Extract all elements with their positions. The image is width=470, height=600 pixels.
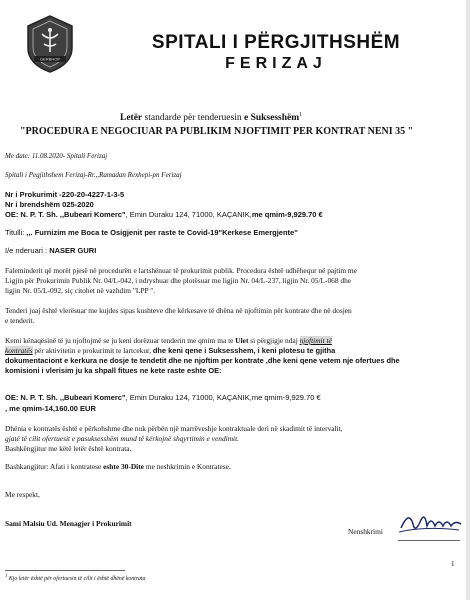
- hospital-title: SPITALI I PËRGJITHSHËM: [151, 32, 401, 53]
- page-edge: [466, 0, 470, 600]
- attachment-line: Bashkangjitur: Afati i kontratese eshte 30-Dite me neshkrimin e Kontratese.: [5, 462, 231, 471]
- oe-line: OE: N. P. T. Sh. ,,Bubeari Komerc", Emin Duraku 124, 71000, KAÇANIK,me qmim-9,929.70 €: [5, 210, 323, 219]
- paragraph-intro: Faleminderit që morët pjesë në procedurën e lartshënuar të prokurimit publik. Procedura është udhëhequr në pajtim me Ligjin për Prokurimin Publik Nr. 04/L-042, i ndryshuar dhe plotësuar me ligjin Nr. 04/L-237, ligjin Nr. 05/L-068 dhe ligjin Nr. 05/L-092, siç citohet në vazhdim "LPP ".: [5, 266, 357, 295]
- hospital-logo: [24, 14, 76, 74]
- oe-winner-line: OE: N. P. T. Sh. ,,Bubeari Komerc", Emin Duraku 124, 71000, KAÇANIK,me qmim-9,929.70 €: [5, 393, 321, 402]
- paragraph-notice: Dhënia e kontratës është e përkohshme dhe nuk përbën një marrëveshje kontraktuale deri në skadimit të intervalit, gjatë të cilit ofertuesit e pasuksesshëm mund të kërkojnë shqyrtimin e vendimit. Bashkëngjitur me këtë letër është kontrata.: [5, 424, 343, 453]
- hospital-city: FERIZAJ: [225, 55, 327, 72]
- procedure-title: "PROCEDURA E NEGOCIUAR PA PUBLIKIM NJOFTIMIT PER KONTRAT NENI 35 ": [20, 126, 414, 137]
- footnote: $^1$ Kjo letër është për ofertuesin të cilit i është dhënë kontrata: [5, 574, 146, 582]
- subject-line: Titulli: ,,. Furnizim me Boca te Osigjenit per raste te Covid-19"Kerkese Emergjente": [5, 228, 298, 237]
- oe-winner-value: , me qmim-14,160.00 EUR: [5, 404, 96, 413]
- signer-name: Sami Malsiu Ud. Menagjer i Prokurimit: [5, 519, 132, 528]
- signature-line: [398, 540, 460, 541]
- regards: Me respekt,: [5, 490, 40, 499]
- procurement-number: Nr i Prokurimit -220-20-4227-1-3-5: [5, 190, 125, 199]
- letter-heading: Letër standarde për tenderuesin e Suksesshëm$^1$: [120, 112, 303, 124]
- salutation: I/e nderuari : NASER GURI: [5, 246, 97, 255]
- paragraph-evaluation: Tenderi juaj është vlerësuar me kujdes sipas kushteve dhe kërkesave të dhëna në njoftimin për kontrate dhe në dosjen e tenderit.: [5, 306, 352, 325]
- internal-number: Nr i brendshëm 025-2020: [5, 200, 94, 209]
- address-line: Spitali i Pegjithshem Ferizaj-Rr.,,Ramadan Rexhepi-pn Ferizaj: [5, 171, 182, 179]
- footnote-divider: [5, 570, 125, 571]
- signature-label: Nenshkrimi: [348, 527, 383, 536]
- paragraph-award: Kemi kënaqësinë të ju njoftojmë se ju keni dorëzuar tenderin me qmim ma te Ulet si përgjigje ndaj njoftimit të kontratës për aktivitetin e prokurimit te lartcekur, dhe keni qene i Suksesshem, i keni plotesu te gjitha dokumentaciont e kerkura ne dosje te tendetit dhe ne njoftim per kontrate ,dhe keni qene vetem nje ofertues dhe komisioni i vlerisim ju ka shpall fitues ne kete raste eshte OE:: [5, 336, 400, 375]
- signature: [395, 506, 465, 540]
- logo-text: GERBHOP: [39, 56, 61, 62]
- date-line: Me date: 11.08.2020- Spitali Ferizaj: [5, 152, 108, 160]
- page-number: 1: [451, 560, 455, 568]
